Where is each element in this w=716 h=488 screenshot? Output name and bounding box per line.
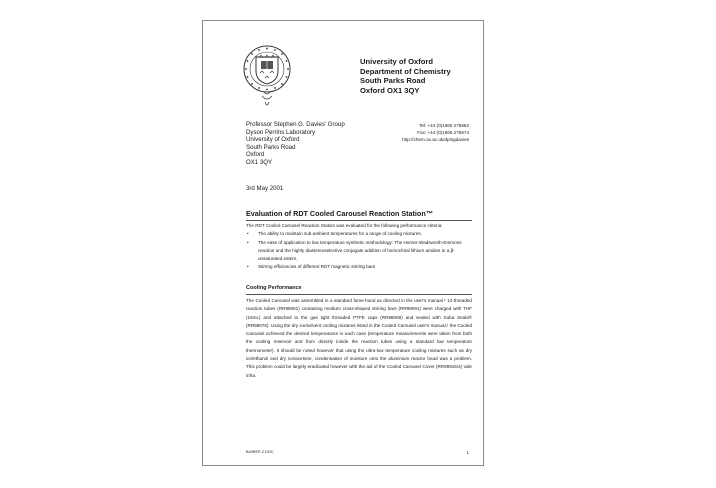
address-line: South Parks Road [246,143,296,151]
university-letterhead [360,57,451,95]
website-link[interactable]: http://chem.ox.ac.uk/dp/sgdavies [402,137,469,143]
intro-text: The RDT Cooled Carousel Reaction Station was evaluated for the following performance criteria: [246,223,443,228]
criteria-item: • Stirring efficiencies of different RDT magnetic stirring bars [246,263,472,271]
letterhead-line: South Parks Road [360,76,426,86]
address-line: University of Oxford [246,136,300,144]
criteria-item: • The ability to maintain sub-ambient temperatures for a range of cooling mixtures. [246,230,472,238]
address-line: Oxford [246,151,265,159]
document-title: Evaluation of RDT Cooled Carousel Reaction Station™ [246,209,433,218]
contact-block [402,122,469,144]
telephone: Tel: +44 (0)1865 275662 [419,123,469,128]
footer-filename: B49REP-2.DOC [246,450,274,454]
letterhead-line: University of Oxford [360,57,433,66]
letterhead-line: Department of Chemistry [360,66,451,76]
criteria-section [246,222,472,272]
address-line: Dyson Perrins Laboratory [246,128,316,136]
university-seal-icon [242,44,292,110]
fax: Fax: +44 (0)1865 275674 [417,130,469,136]
section-heading: Cooling Performance [246,285,302,291]
section-rule [246,294,472,295]
document-page [202,20,484,466]
title-rule [246,220,472,221]
address-line: OX1 3QY [246,158,273,166]
page-number: 1 [466,450,469,455]
address-line: Professor Stephen G. Davies' Group [246,121,345,128]
criteria-item: • The ease of application to low temperature synthetic methodology: The Horner-Wadsworth-Emmons reaction and the highly diastereoselective conjugate addition of homochiral lithium amides to α,β-unsaturated esters. [246,239,472,264]
letter-date: 3rd May 2001 [246,185,284,192]
section-paragraph: The Cooled Carousel was assembled in a standard fume-hood as directed in the user's manual.¹ 12-threaded reaction tubes (RR98061) containing medium cross-shaped stirring bars (RR98091) were charged with THF (15mL) and attached to the gas tight threaded PTFE caps (RR98068) and sealed with Suba Seals® (RR98076). Using the dry ice/solvent cooling mixtures listed in the Cooled Carousel user's manual,¹ the Cooled Carousel achieved the desired temperatures in each case (temperature measurements were taken from both the cooling reservoir and from directly inside the reaction tubes using a standard low temperature thermometer). It should be noted however that using the ultra-low temperature cooling mixtures such as dry ice/ethanol and dry ice/acetone, condensation of moisture onto the aluminium reactor head was a problem. This problem could be largely eradicated however with the aid of the Cooled Carousel Cover (RR99915/4) vide infra. [246,298,472,378]
letterhead-line: Oxford OX1 3QY [360,85,420,95]
sender-address [246,121,345,167]
